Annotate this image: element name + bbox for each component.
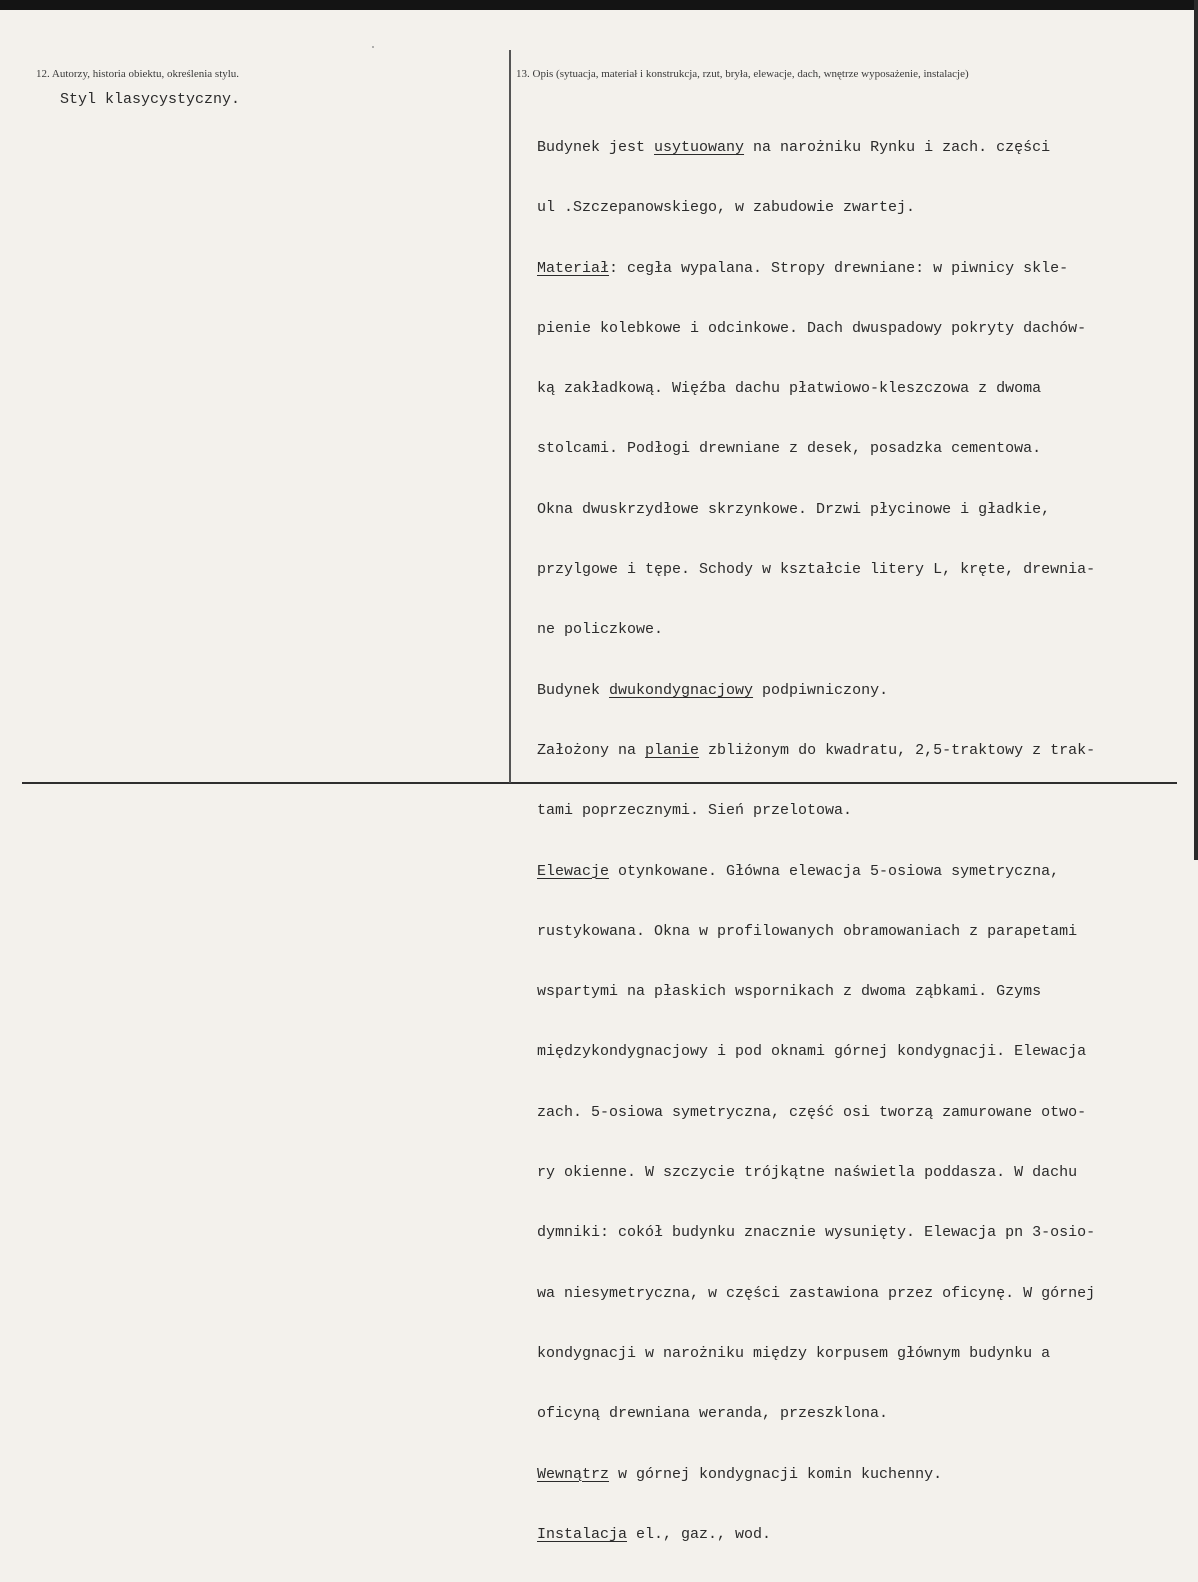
text-line — [537, 1522, 1095, 1548]
text-line: ką zakładkową. Więźba dachu płatwiowo-kleszczowa z dwoma — [537, 380, 1042, 398]
text-line: ry okienne. W szczycie trójkątne naświetla poddasza. W dachu — [537, 1164, 1078, 1182]
text-span: w górnej kondygnacji komin kuchenny. — [609, 1465, 943, 1483]
text-line: pienie kolebkowe i odcinkowe. Dach dwuspadowy pokryty dachów- — [537, 319, 1087, 337]
scan-top-edge — [0, 0, 1198, 10]
text-span: na narożniku Rynku i zach. części — [744, 139, 1051, 156]
text-line — [537, 678, 1095, 704]
text-line: zach. 5-osiowa symetryczna, część osi tworzą zamurowane otwo- — [537, 1103, 1087, 1121]
divider-tick — [509, 773, 511, 783]
text-line — [537, 738, 1095, 764]
text-line — [537, 256, 1095, 282]
text-line: międzykondygnacjowy i pod oknami górnej kondygnacji. Elewacja — [537, 1043, 1087, 1061]
text-line: stolcami. Podłogi drewniane z desek, posadzka cementowa. — [537, 440, 1042, 458]
text-span: : cegła wypalana. Stropy drewniane: w piwnicy skle- — [609, 259, 1069, 277]
text-line: wa niesymetryczna, w części zastawiona przez oficynę. W górnej — [537, 1284, 1096, 1302]
underlined-term: Instalacja — [537, 1525, 628, 1543]
underlined-term: usytuowany — [654, 139, 745, 156]
field-13-label: 13. Opis (sytuacja, materiał i konstrukcja, rzut, bryła, elewacje, dach, wnętrze wyposażenie, instalacje) — [516, 68, 969, 80]
text-line: Okna dwuskrzydłowe skrzynkowe. Drzwi płycinowe i gładkie, — [537, 500, 1051, 518]
scan-right-edge — [1194, 0, 1198, 860]
underlined-term: Materiał — [537, 259, 610, 277]
description-text — [537, 101, 1095, 1582]
text-line — [537, 1462, 1095, 1488]
text-line: tami poprzecznymi. Sień przelotowa. — [537, 802, 853, 820]
text-line: rustykowana. Okna w profilowanych obramowaniach z parapetami — [537, 922, 1078, 940]
text-span: zbliżonym do kwadratu, 2,5-traktowy z trak- — [699, 741, 1096, 759]
text-line: ne policzkowe. — [537, 621, 664, 639]
text-line: ul .Szczepanowskiego, w zabudowie zwartej. — [537, 199, 916, 217]
text-line — [537, 859, 1095, 885]
underlined-term: planie — [645, 741, 700, 759]
text-span: el., gaz., wod. — [627, 1525, 772, 1543]
scan-speck — [372, 46, 374, 48]
text-span: Budynek — [537, 681, 610, 699]
text-line: kondygnacji w narożniku między korpusem głównym budynku a — [537, 1344, 1051, 1362]
text-span: podpiwniczony. — [753, 681, 889, 699]
text-span: Założony na — [537, 741, 646, 759]
text-line: przylgowe i tępe. Schody w kształcie litery L, kręte, drewnia- — [537, 561, 1096, 579]
underlined-term: dwukondygnacjowy — [609, 681, 754, 699]
column-divider — [509, 50, 511, 780]
text-line: dymniki: cokół budynku znacznie wysunięty. Elewacja pn 3-osio- — [537, 1224, 1096, 1242]
text-line: oficyną drewniana weranda, przeszklona. — [537, 1405, 889, 1423]
underlined-term: Elewacje — [537, 862, 610, 880]
text-span: Budynek jest — [537, 139, 655, 156]
field-12-label: 12. Autorzy, historia obiektu, określenia stylu. — [36, 68, 240, 80]
style-text: Styl klasycystyczny. — [60, 91, 241, 108]
text-line — [537, 135, 1095, 161]
underlined-term: Wewnątrz — [537, 1465, 610, 1483]
text-line: wspartymi na płaskich wspornikach z dwoma ząbkami. Gzyms — [537, 983, 1042, 1001]
text-span: otynkowane. Główna elewacja 5-osiowa symetryczna, — [609, 862, 1060, 880]
